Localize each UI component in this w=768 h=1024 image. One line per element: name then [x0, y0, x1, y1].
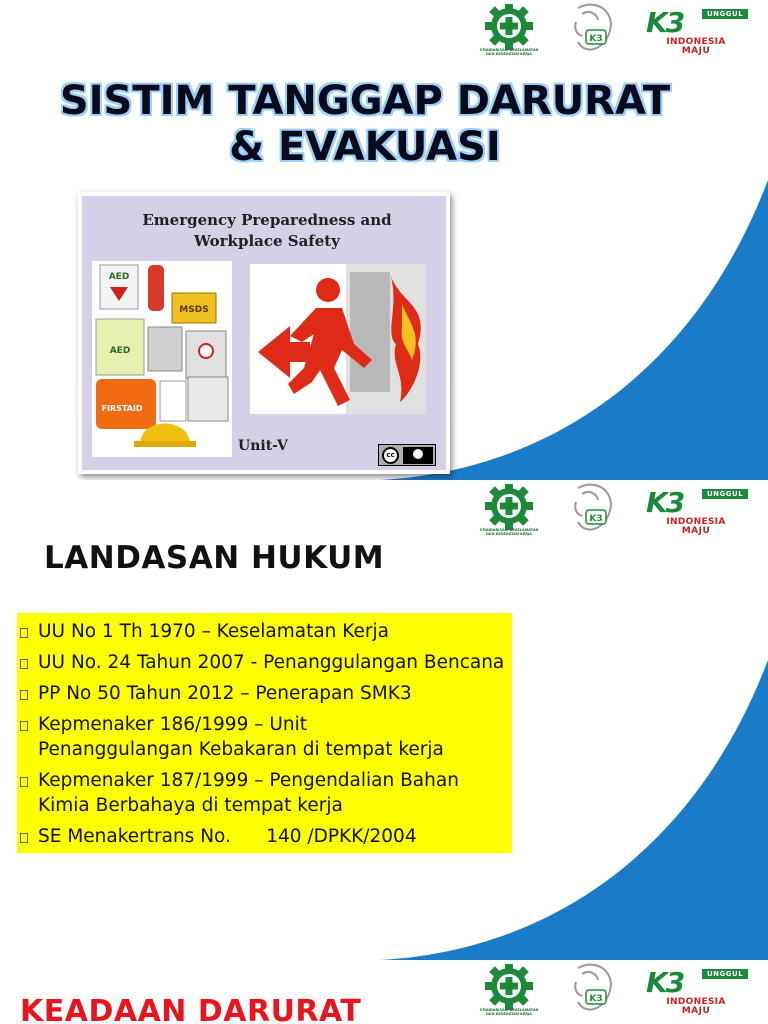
k3-gear-caption: STANDARISASI KESELAMATAN DAN KESEHATAN KERJA — [479, 48, 539, 56]
list-item: PP No 50 Tahun 2012 – Penerapan SMK3 — [20, 681, 512, 706]
k3-mark: K3 — [646, 486, 684, 519]
cc-icon: cc — [382, 447, 399, 464]
safety-equipment-photo — [92, 261, 232, 457]
legal-basis-list — [17, 613, 512, 853]
k3-hand-logo — [568, 2, 618, 56]
k3-hand-logo — [568, 962, 618, 1016]
svg-text:K3: K3 — [589, 34, 603, 44]
bullet-icon — [20, 777, 28, 787]
logo-strip — [478, 2, 768, 60]
svg-text:AED: AED — [108, 272, 130, 282]
slide-1 — [0, 0, 768, 480]
emergency-exit-sign — [250, 264, 426, 414]
k3-hand-logo — [568, 482, 618, 536]
cover-title: Emergency Preparedness and Workplace Safety — [142, 211, 392, 250]
k3-unggul-logo — [646, 486, 758, 540]
creative-commons-badge — [378, 444, 436, 466]
k3-gear-caption: STANDARISASI KESELAMATAN DAN KESEHATAN KERJA — [479, 528, 539, 536]
slide-2 — [0, 480, 768, 960]
k3-mark: K3 — [646, 6, 684, 39]
k3-gear-caption: STANDARISASI KESELAMATAN DAN KESEHATAN KERJA — [479, 1008, 539, 1016]
k3-gear-logo — [478, 964, 540, 1020]
svg-text:AED: AED — [109, 346, 131, 356]
bullet-icon — [20, 628, 28, 638]
indonesia-text: INDONESIA — [666, 517, 726, 527]
svg-text:MSDS: MSDS — [179, 305, 209, 315]
section-title-landasan-hukum: LANDASAN HUKUM — [44, 540, 385, 576]
attribution-icon — [403, 447, 433, 464]
slide-3 — [0, 960, 768, 1024]
logo-strip — [478, 962, 768, 1020]
list-item: Kepmenaker 186/1999 – Unit Penanggulangan Kebakaran di tempat kerja — [20, 712, 512, 762]
maju-text: MAJU — [681, 526, 711, 536]
indonesia-text: INDONESIA — [666, 37, 726, 47]
list-item: SE Menakertrans No. 140 /DPKK/2004 — [20, 824, 512, 849]
main-title-line1: SISTIM TANGGAP DARURAT — [59, 78, 671, 124]
cover-unit-label: Unit-V — [238, 438, 288, 454]
bullet-icon — [20, 833, 28, 843]
svg-text:K3: K3 — [589, 514, 603, 524]
bullet-icon — [20, 659, 28, 669]
k3-unggul-logo — [646, 966, 758, 1020]
main-title-line2: & EVAKUASI — [229, 124, 501, 170]
k3-gear-logo — [478, 4, 540, 60]
indonesia-text: INDONESIA — [666, 997, 726, 1007]
section-title-keadaan-darurat: KEADAAN DARURAT — [20, 994, 362, 1024]
unggul-tag: UNGGUL — [702, 969, 748, 979]
k3-mark: K3 — [646, 966, 684, 999]
bullet-icon — [20, 690, 28, 700]
maju-text: MAJU — [681, 1006, 711, 1016]
k3-unggul-logo — [646, 6, 758, 60]
list-item: UU No 1 Th 1970 – Keselamatan Kerja — [20, 619, 512, 644]
logo-strip — [478, 482, 768, 540]
unggul-tag: UNGGUL — [702, 489, 748, 499]
main-title — [0, 78, 730, 170]
unggul-tag: UNGGUL — [702, 9, 748, 19]
svg-text:FIRSTAID: FIRSTAID — [101, 404, 143, 413]
maju-text: MAJU — [681, 46, 711, 56]
list-item: UU No. 24 Tahun 2007 - Penanggulangan Bencana — [20, 650, 512, 675]
cover-image — [78, 192, 450, 474]
k3-gear-logo — [478, 484, 540, 540]
bullet-icon — [20, 721, 28, 731]
list-item: Kepmenaker 187/1999 – Pengendalian Bahan Kimia Berbahaya di tempat kerja — [20, 768, 512, 818]
svg-text:K3: K3 — [589, 994, 603, 1004]
